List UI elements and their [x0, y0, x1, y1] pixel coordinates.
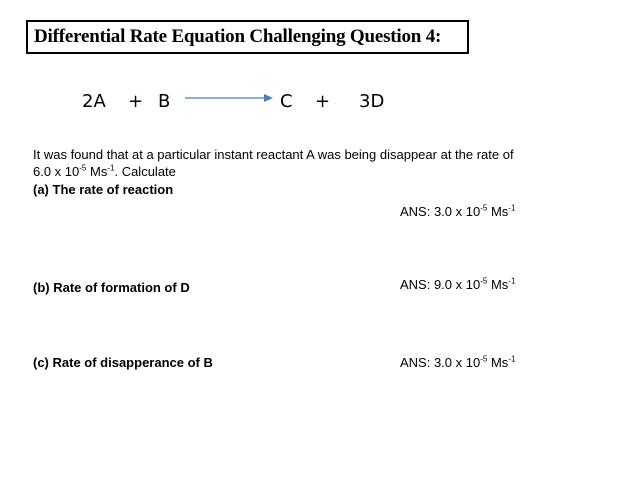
rate-unit-exponent: -1	[107, 163, 115, 173]
reactant-2a: 2A	[82, 91, 106, 112]
rate-exponent: -5	[79, 163, 87, 173]
reaction-arrow-icon	[185, 92, 273, 104]
answer-b-unit: Ms	[487, 277, 509, 292]
answer-a-unit-exponent: -1	[508, 203, 516, 213]
answer-c-exponent: -5	[480, 354, 488, 364]
product-c: C	[280, 91, 293, 112]
answer-c	[400, 355, 515, 370]
intro-line-1: It was found that at a particular instant reactant A was being disappear at the rate of	[33, 147, 514, 162]
rate-unit: Ms	[86, 164, 108, 179]
slide-title-box	[26, 20, 469, 54]
answer-c-unit: Ms	[487, 355, 509, 370]
answer-b-exponent: -5	[480, 276, 488, 286]
answer-c-unit-exponent: -1	[508, 354, 516, 364]
question-b-label: (b) Rate of formation of D	[33, 280, 190, 295]
rate-value: 6.0 x 10	[33, 164, 80, 179]
product-3d: 3D	[359, 91, 385, 112]
intro-line-2	[33, 164, 176, 179]
reactant-b: B	[158, 91, 171, 112]
slide-title: Differential Rate Equation Challenging Question 4:	[34, 26, 442, 47]
answer-b-unit-exponent: -1	[508, 276, 516, 286]
answer-c-value: ANS: 3.0 x 10	[400, 355, 481, 370]
answer-b-value: ANS: 9.0 x 10	[400, 277, 481, 292]
answer-a-exponent: -5	[480, 203, 488, 213]
plus-sign-2: +	[315, 91, 331, 112]
calculate-text: . Calculate	[114, 164, 176, 179]
plus-sign-1: +	[128, 91, 144, 112]
answer-b	[400, 277, 515, 292]
answer-a-value: ANS: 3.0 x 10	[400, 204, 481, 219]
answer-a	[400, 204, 515, 219]
answer-a-unit: Ms	[487, 204, 509, 219]
question-c-label: (c) Rate of disapperance of B	[33, 355, 213, 370]
question-a-label: (a) The rate of reaction	[33, 182, 174, 197]
